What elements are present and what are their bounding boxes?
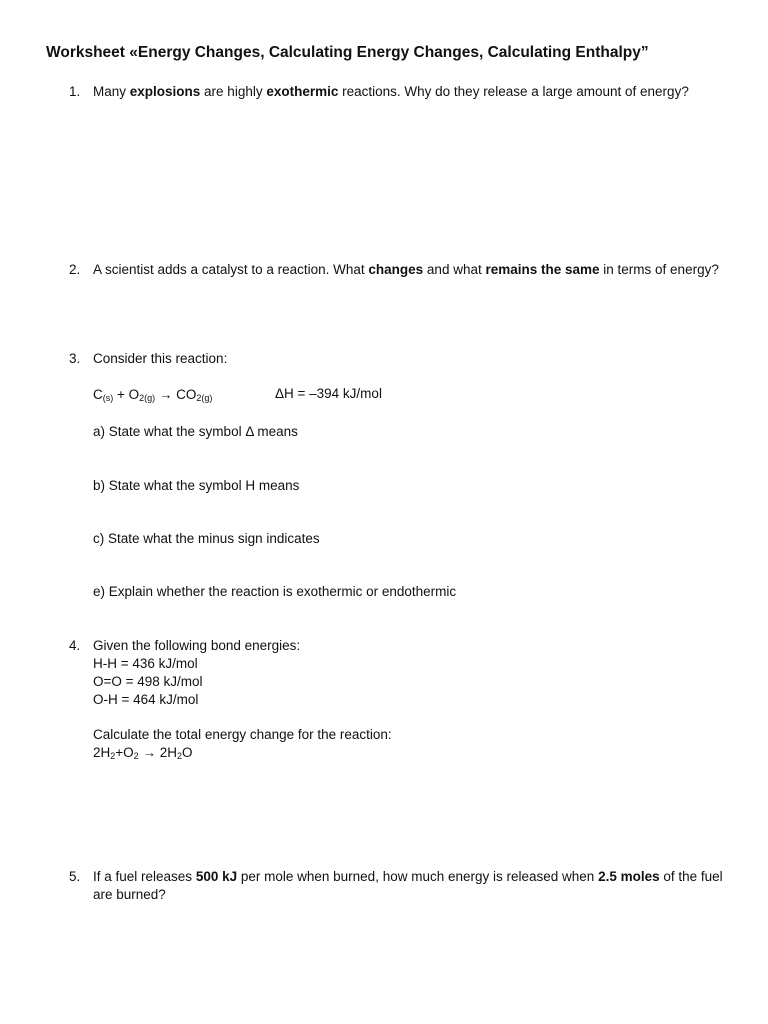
sub-question-b: b) State what the symbol H means [93,478,300,493]
question-number: 4. [69,638,81,653]
bond-energy-oh: O-H = 464 kJ/mol [93,692,199,707]
question-number: 2. [69,262,81,277]
question-number: 3. [69,351,81,366]
bond-energy-hh: H-H = 436 kJ/mol [93,656,198,671]
bond-energy-oo: O=O = 498 kJ/mol [93,674,203,689]
question-5 [69,868,729,904]
worksheet-title: Worksheet «Energy Changes, Calculating Energy Changes, Calculating Enthalpy” [46,44,649,61]
question-1 [69,83,729,101]
question-text: If a fuel releases 500 kJ per mole when burned, how much energy is released when 2.5 moles of the fuel are burned? [93,869,723,902]
sub-question-c: c) State what the minus sign indicates [93,531,320,546]
sub-question-a: a) State what the symbol Δ means [93,424,298,439]
question-number: 1. [69,84,81,99]
question-3 [69,350,729,368]
question-2 [69,261,729,279]
calculate-instruction: Calculate the total energy change for the reaction: [93,727,392,742]
question-text: A scientist adds a catalyst to a reaction. What changes and what remains the same in terms of energy? [93,262,719,277]
enthalpy-value: ΔH = –394 kJ/mol [275,386,382,401]
reaction-equation: $C_{(s)} + O_{2(g)} \to CO_{2(g)}$ [93,387,213,403]
question-text: Many explosions are highly exothermic reactions. Why do they release a large amount of energy? [93,84,689,99]
question-text: Given the following bond energies: [93,638,301,653]
question-4 [69,637,729,655]
question-number: 5. [69,869,81,884]
question-text: Consider this reaction: [93,351,228,366]
sub-question-e: e) Explain whether the reaction is exothermic or endothermic [93,584,457,599]
water-formation-equation: $2H_2+O_2 \to 2H_2O$ [93,745,193,761]
